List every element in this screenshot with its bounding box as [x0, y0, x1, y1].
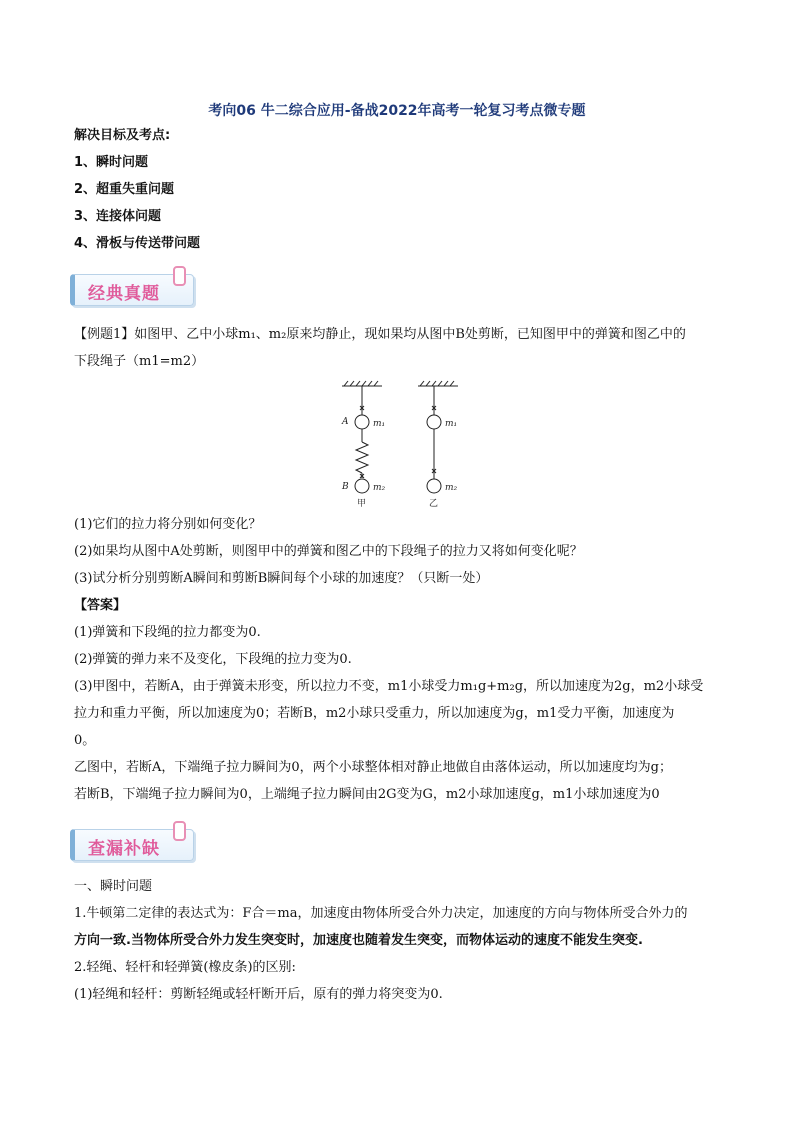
section-badge-classic: 经典真题 — [70, 272, 192, 308]
example-text: 下段绳子（m1=m2） — [74, 354, 205, 369]
clip-icon — [173, 821, 186, 841]
paragraph: (1)轻绳和轻杆：剪断轻绳或轻杆断开后，原有的弹力将突变为0. — [74, 987, 443, 1002]
answer-label: 【答案】 — [74, 598, 127, 613]
goal-item: 2、超重失重问题 — [74, 182, 175, 197]
paragraph: 1.牛顿第二定律的表达式为：F合＝ma，加速度由物体所受合外力决定，加速度的方向与物体所受合外力的 — [74, 906, 688, 921]
label-m1: m₁ — [445, 419, 458, 429]
example-text: 【例题1】如图甲、乙中小球m₁、m₂原来均静止，现如果均从图中B处剪断，已知图甲中的弹簧和图乙中的 — [74, 327, 686, 342]
section-heading: 一、瞬时问题 — [74, 879, 153, 894]
spring-rope-diagram — [330, 378, 480, 512]
answer-line: 乙图中，若断A，下端绳子拉力瞬间为0，两个小球整体相对静止地做自由落体运动，所以加速度均为g； — [74, 760, 672, 775]
question: (1)它们的拉力将分别如何变化？ — [74, 517, 262, 532]
page-title: 考向06 牛二综合应用-备战2022年高考一轮复习考点微专题 — [208, 103, 586, 119]
answer-line: 若断B，下端绳子拉力瞬间为0，上端绳子拉力瞬间由2G变为G，m2小球加速度g，m1小球加速度为0 — [74, 787, 660, 802]
label-m1: m₁ — [373, 419, 386, 429]
clip-icon — [173, 266, 186, 286]
section-badge-review: 查漏补缺 — [70, 827, 192, 863]
label-b: B — [342, 482, 349, 492]
caption-jia: 甲 — [357, 499, 367, 509]
question: (2)如果均从图中A处剪断，则图甲中的弹簧和图乙中的下段绳子的拉力又将如何变化呢？ — [74, 544, 583, 559]
paragraph: 2.轻绳、轻杆和轻弹簧(橡皮条)的区别: — [74, 960, 296, 975]
goal-item: 4、滑板与传送带问题 — [74, 236, 201, 251]
goal-item: 3、连接体问题 — [74, 209, 162, 224]
label-a: A — [342, 417, 349, 427]
answer-line: (3)甲图中，若断A，由于弹簧未形变，所以拉力不变，m1小球受力m₁g+m₂g，所以加速度为2g，m2小球受 — [74, 679, 704, 694]
answer-line: (2)弹簧的弹力来不及变化，下段绳的拉力变为0. — [74, 652, 352, 667]
goal-item: 1、瞬时问题 — [74, 155, 149, 170]
answer-line: 拉力和重力平衡，所以加速度为0；若断B，m2小球只受重力，所以加速度为g，m1受力平衡，加速度为 — [74, 706, 675, 721]
paragraph: 方向一致.当物体所受合外力发生突变时，加速度也随着发生突变，而物体运动的速度不能发生突变. — [74, 933, 643, 948]
caption-yi: 乙 — [429, 499, 439, 509]
answer-line: 0。 — [74, 733, 96, 748]
label-m2: m₂ — [373, 483, 386, 493]
question: (3)试分析分别剪断A瞬间和剪断B瞬间每个小球的加速度？（只断一处） — [74, 571, 489, 586]
label-m2: m₂ — [445, 483, 458, 493]
goals-heading: 解决目标及考点: — [74, 128, 171, 143]
answer-line: (1)弹簧和下段绳的拉力都变为0. — [74, 625, 261, 640]
